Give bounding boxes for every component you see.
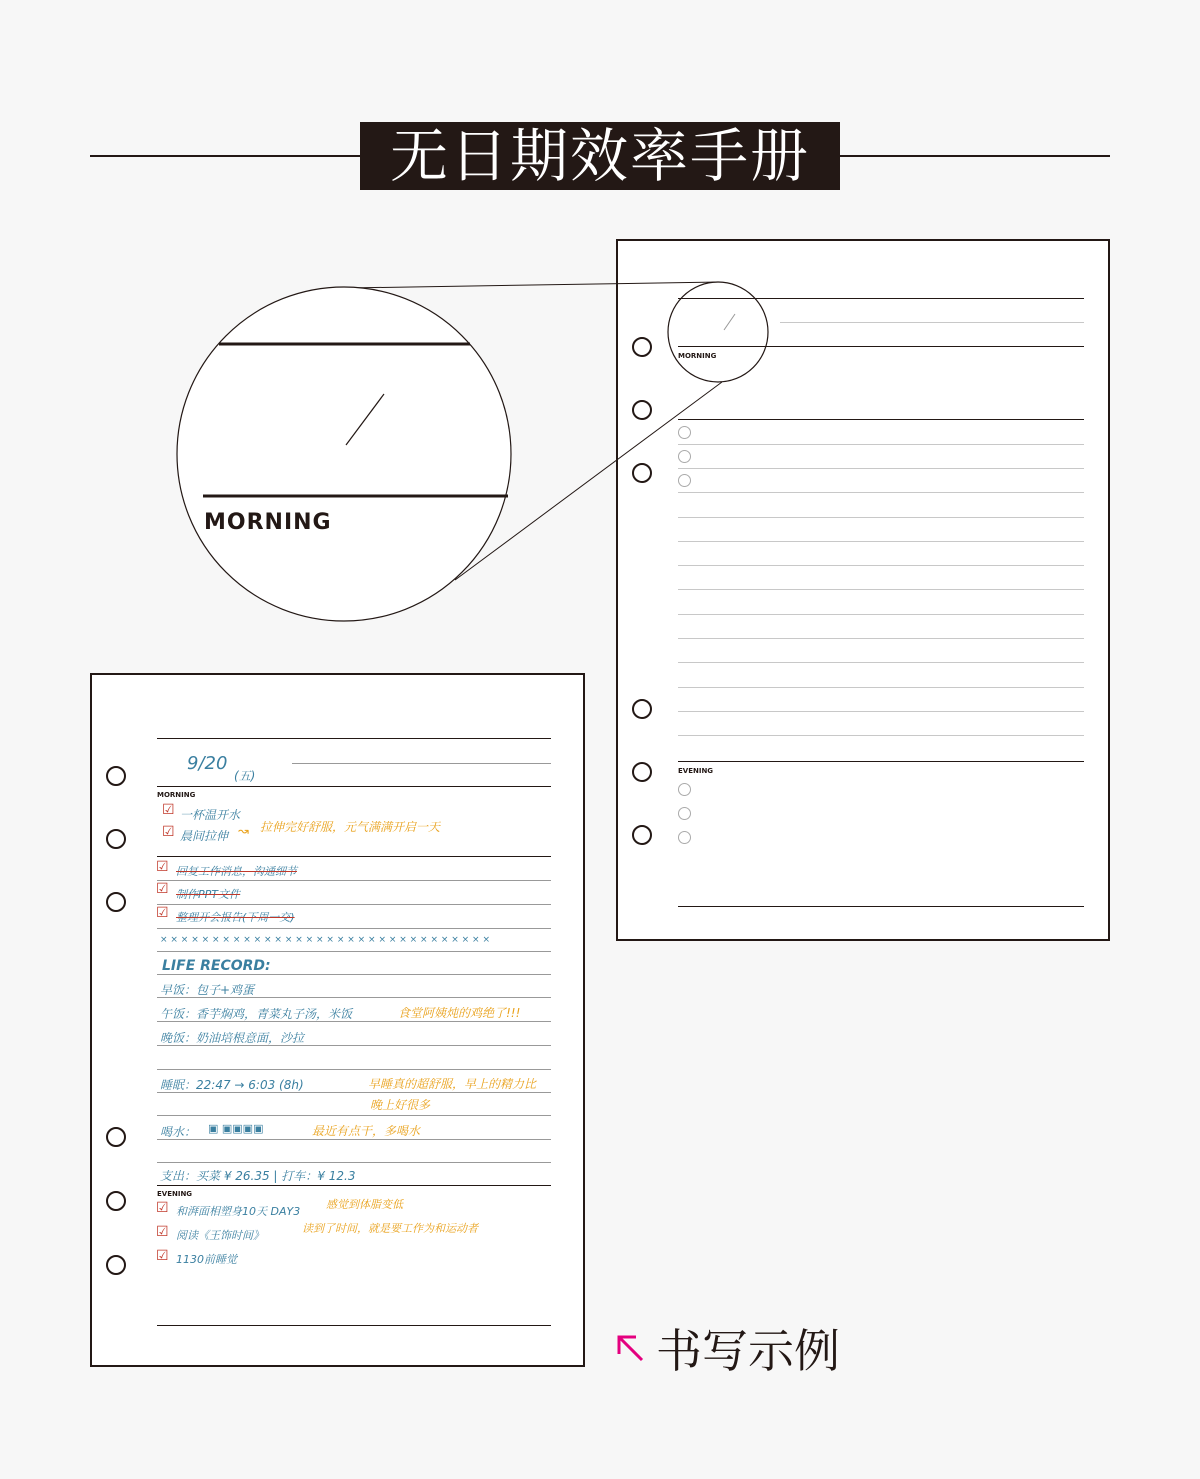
writing-line xyxy=(157,928,551,929)
life-lunch-note: 食堂阿姨炖的鸡绝了!!! xyxy=(398,1006,521,1020)
task-section-rule xyxy=(157,856,551,857)
evening-task: 和湃面相塑身10天 DAY3 xyxy=(176,1205,301,1218)
date-top-rule xyxy=(157,738,551,739)
check-icon: ☑ xyxy=(156,1248,169,1264)
writing-line xyxy=(157,880,551,881)
arrow-squiggle: ↝ xyxy=(238,824,249,839)
page-title: 无日期效率手册 xyxy=(360,122,840,190)
binder-hole xyxy=(106,1127,126,1147)
check-icon: ☑ xyxy=(156,1224,169,1240)
life-sleep-note: 早睡真的超舒服，早上的精力比 xyxy=(368,1077,537,1091)
morning-rule xyxy=(157,786,551,787)
check-icon: ☑ xyxy=(156,905,169,921)
binder-hole xyxy=(106,892,126,912)
check-icon: ☑ xyxy=(156,859,169,875)
example-evening-label: EVENING xyxy=(157,1190,193,1198)
zoom-lens-circle xyxy=(177,287,511,621)
done-task: 制作PPT文件 xyxy=(176,888,240,901)
blank-morning-label: MORNING xyxy=(678,352,717,360)
writing-line xyxy=(157,1162,551,1163)
check-icon: ☑ xyxy=(162,824,175,840)
morning-task: 晨间拉伸 xyxy=(180,829,229,843)
writing-line xyxy=(157,1045,551,1046)
binder-hole xyxy=(106,1255,126,1275)
binder-hole xyxy=(106,829,126,849)
done-task: 整理开会报告(下周一交) xyxy=(176,911,295,924)
zoom-morning-label: MORNING xyxy=(204,510,332,535)
life-water: 喝水： xyxy=(160,1125,197,1139)
writing-line xyxy=(157,1092,551,1093)
small-zoom-circle xyxy=(668,282,768,382)
writing-line xyxy=(157,974,551,975)
life-sleep-note-cont: 晚上好很多 xyxy=(370,1098,431,1112)
evening-task-note: 感觉到体脂变低 xyxy=(326,1198,403,1211)
writing-line xyxy=(157,1021,551,1022)
binder-hole xyxy=(106,766,126,786)
evening-task: 阅读《王饰时间》 xyxy=(176,1229,264,1242)
example-caption: 书写示例 xyxy=(656,1324,840,1378)
life-dinner: 晚饭：奶油培根意面，沙拉 xyxy=(160,1031,305,1045)
check-icon: ☑ xyxy=(156,1200,169,1216)
weekday-text: (五) xyxy=(234,769,256,783)
example-morning-label: MORNING xyxy=(157,791,196,799)
life-lunch: 午饭：香芋焖鸡，青菜丸子汤，米饭 xyxy=(160,1007,353,1021)
arrow-icon xyxy=(614,1332,648,1366)
blank-evening-label: EVENING xyxy=(678,767,714,775)
morning-task-note: 拉伸完好舒服，元气满满开启一天 xyxy=(260,820,441,834)
writing-line xyxy=(157,1139,551,1140)
evening-task: 1130前睡觉 xyxy=(176,1253,237,1266)
x-divider: × × × × × × × × × × × × × × × × × × × × × × × × × × × × × × × × xyxy=(160,935,490,945)
date-line xyxy=(292,763,551,764)
writing-line xyxy=(157,1069,551,1070)
bottom-rule xyxy=(157,1325,551,1326)
date-text: 9/20 xyxy=(187,753,228,774)
writing-line xyxy=(157,1115,551,1116)
done-task: 回复工作消息，沟通细节 xyxy=(176,865,297,878)
life-breakfast: 早饭：包子+鸡蛋 xyxy=(160,983,255,997)
writing-line xyxy=(157,951,551,952)
check-icon: ☑ xyxy=(162,802,175,818)
morning-task: 一杯温开水 xyxy=(180,808,241,822)
example-planner-page xyxy=(90,673,585,1367)
check-icon: ☑ xyxy=(156,881,169,897)
writing-line xyxy=(157,904,551,905)
water-cups-icon: ▣ ▣▣▣▣ xyxy=(208,1122,264,1135)
evening-task-note: 读到了时间，就是要工作为和运动者 xyxy=(302,1222,478,1235)
binder-hole xyxy=(106,1191,126,1211)
life-record-label: LIFE RECORD: xyxy=(162,958,271,974)
evening-rule xyxy=(157,1185,551,1186)
life-expense: 支出：买菜 ¥ 26.35 | 打车：¥ 12.3 xyxy=(160,1169,356,1183)
life-water-note: 最近有点干，多喝水 xyxy=(312,1124,421,1138)
writing-line xyxy=(157,997,551,998)
life-sleep: 睡眠：22:47 → 6:03 (8h) xyxy=(160,1078,304,1092)
